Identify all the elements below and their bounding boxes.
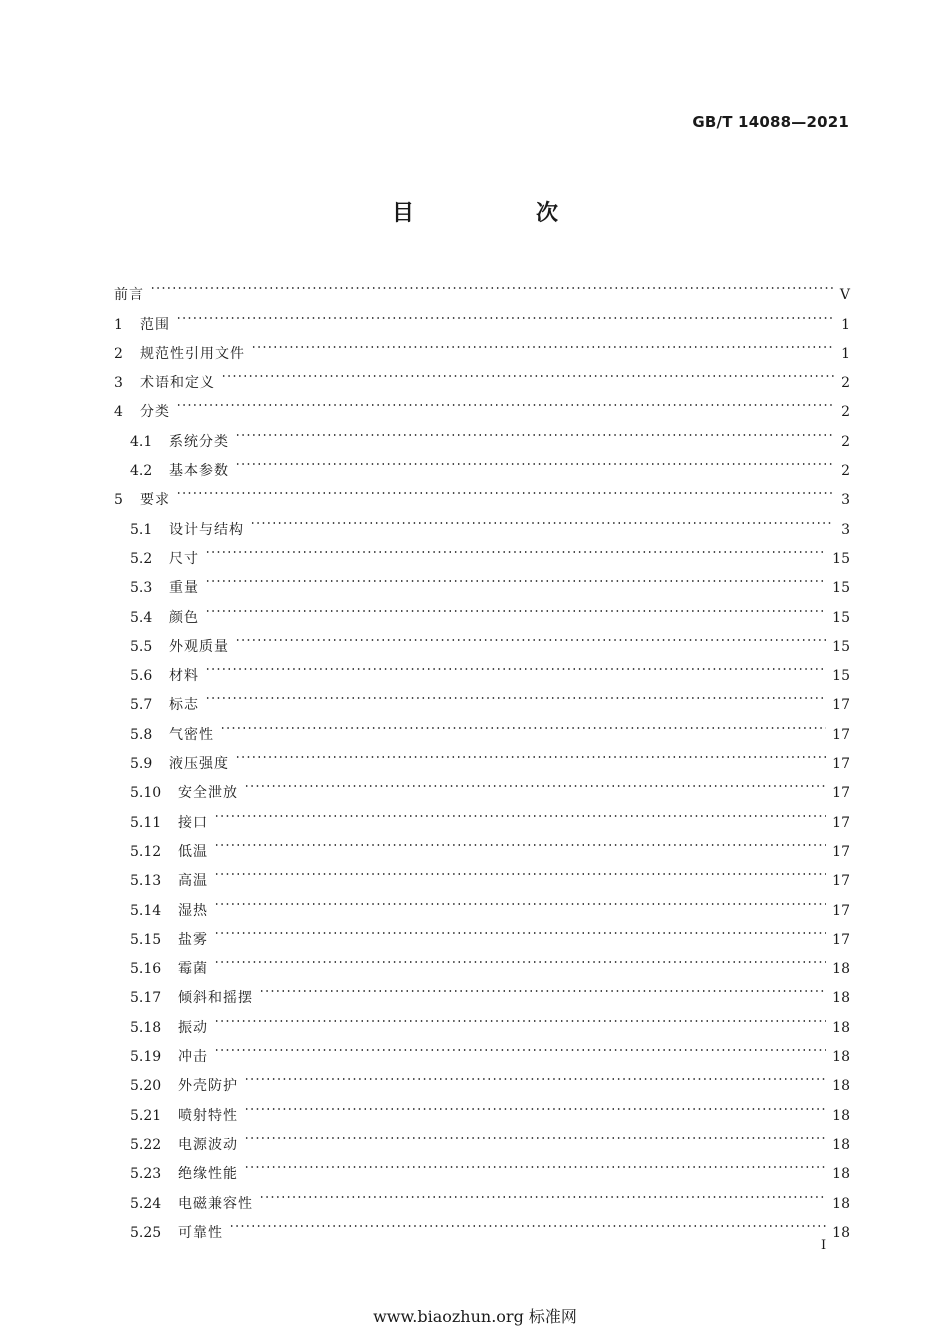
toc-entry[interactable]: [114, 358, 850, 392]
toc-entry-label: 冲击: [178, 1049, 208, 1066]
toc-entry-label: 气密性: [169, 726, 214, 743]
toc-leader-dots: [214, 885, 826, 914]
toc-entry[interactable]: [114, 446, 850, 480]
toc-leader-dots: [214, 827, 826, 856]
toc-entry-number: 5.9: [130, 756, 153, 773]
toc-entry-page: 1: [841, 345, 850, 362]
toc-entry[interactable]: [114, 387, 850, 421]
toc-leader-dots: [235, 739, 826, 768]
toc-entry-label: 接口: [178, 814, 208, 831]
toc-leader-dots: [244, 1061, 826, 1090]
toc-entry[interactable]: [114, 651, 850, 685]
toc-entry-label: 要求: [140, 492, 170, 509]
toc-entry-label: 颜色: [169, 609, 199, 626]
toc-entry-page: 2: [841, 433, 850, 450]
toc-entry[interactable]: [114, 885, 850, 919]
toc-leader-dots: [205, 563, 826, 592]
toc-entry-page: 18: [832, 1049, 850, 1066]
toc-entry-page: 18: [832, 1078, 850, 1095]
toc-entry-page: 2: [841, 404, 850, 421]
toc-leader-dots: [176, 299, 834, 328]
toc-entry-page: 17: [832, 697, 850, 714]
toc-entry[interactable]: [114, 856, 850, 890]
table-of-contents: [114, 270, 850, 1241]
toc-entry[interactable]: [114, 329, 850, 362]
toc-entry-number: 5.10: [130, 785, 162, 802]
toc-entry-number: 4.2: [130, 463, 153, 480]
toc-entry[interactable]: [114, 680, 850, 714]
toc-leader-dots: [214, 944, 826, 973]
toc-leader-dots: [244, 1090, 826, 1119]
toc-entry-page: 17: [832, 931, 850, 948]
toc-entry-page: 17: [832, 814, 850, 831]
toc-entry-label: 低温: [178, 843, 208, 860]
toc-leader-dots: [235, 446, 834, 475]
toc-leader-dots: [214, 915, 826, 944]
toc-entry-page: 18: [832, 961, 850, 978]
toc-entry-label: 规范性引用文件: [140, 345, 245, 362]
toc-entry[interactable]: [114, 1090, 850, 1124]
toc-entry-label: 范围: [140, 316, 170, 333]
toc-entry-number: 5.6: [130, 668, 153, 685]
toc-entry-label: 电源波动: [178, 1136, 238, 1153]
toc-entry-number: 5.2: [130, 550, 153, 567]
toc-entry-page: 18: [832, 1107, 850, 1124]
toc-entry-number: 5.21: [130, 1107, 162, 1124]
toc-leader-dots: [205, 592, 826, 621]
toc-entry[interactable]: [114, 563, 850, 597]
toc-entry-label: 喷射特性: [178, 1107, 238, 1124]
page-number: I: [821, 1238, 827, 1253]
toc-entry-number: 5.12: [130, 843, 162, 860]
toc-leader-dots: [150, 270, 834, 299]
toc-entry[interactable]: [114, 1061, 850, 1095]
toc-entry-label: 霉菌: [178, 961, 208, 978]
toc-entry[interactable]: [114, 768, 850, 802]
toc-leader-dots: [205, 651, 826, 680]
toc-entry-label: 分类: [140, 404, 170, 421]
toc-entry-page: 17: [832, 756, 850, 773]
toc-entry-page: 15: [832, 580, 850, 597]
toc-entry-page: 3: [841, 521, 850, 538]
toc-leader-dots: [176, 475, 834, 504]
toc-leader-dots: [244, 1149, 826, 1178]
toc-entry-label: 湿热: [178, 902, 208, 919]
toc-entry-label: 振动: [178, 1019, 208, 1036]
toc-leader-dots: [250, 504, 834, 533]
toc-entry-page: 18: [832, 1195, 850, 1212]
page-title: 目 次: [391, 201, 608, 226]
toc-entry-page: 18: [832, 1136, 850, 1153]
toc-entry[interactable]: [114, 475, 850, 509]
toc-entry-page: 15: [832, 638, 850, 655]
toc-entry[interactable]: [114, 915, 850, 948]
toc-entry-number: 5.5: [130, 638, 153, 655]
toc-entry[interactable]: [114, 1149, 850, 1183]
toc-entry-page: V: [839, 287, 850, 304]
toc-entry-page: 18: [832, 1019, 850, 1036]
toc-entry[interactable]: [114, 827, 850, 860]
toc-entry-number: 5.18: [130, 1019, 162, 1036]
toc-entry-label: 电磁兼容性: [178, 1195, 253, 1212]
toc-entry[interactable]: [114, 1208, 850, 1241]
toc-entry-page: 15: [832, 550, 850, 567]
toc-leader-dots: [214, 797, 826, 826]
toc-entry-number: 1: [114, 316, 123, 333]
toc-leader-dots: [205, 680, 826, 709]
toc-entry-number: 5.15: [130, 931, 162, 948]
toc-entry-page: 17: [832, 843, 850, 860]
toc-entry-label: 液压强度: [169, 756, 229, 773]
toc-entry-number: 5.16: [130, 961, 162, 978]
toc-entry[interactable]: [114, 1178, 850, 1212]
toc-entry[interactable]: [114, 504, 850, 538]
toc-entry-label: 可靠性: [178, 1224, 223, 1241]
toc-entry-number: 5.19: [130, 1049, 162, 1066]
toc-entry-label: 外壳防护: [178, 1078, 238, 1095]
toc-entry-number: 5.14: [130, 902, 162, 919]
toc-leader-dots: [251, 329, 834, 358]
toc-entry-label: 绝缘性能: [178, 1166, 238, 1183]
toc-leader-dots: [214, 1002, 826, 1031]
toc-entry-number: 5.23: [130, 1166, 162, 1183]
toc-entry-number: 5.1: [130, 521, 153, 538]
toc-entry[interactable]: [114, 944, 850, 978]
toc-leader-dots: [244, 1120, 826, 1149]
toc-entry[interactable]: [114, 622, 850, 655]
toc-entry[interactable]: [114, 299, 850, 333]
toc-entry-number: 5.13: [130, 873, 162, 890]
toc-entry-label: 盐雾: [178, 931, 208, 948]
toc-entry-page: 17: [832, 902, 850, 919]
toc-entry-label: 设计与结构: [169, 521, 244, 538]
toc-entry-page: 15: [832, 609, 850, 626]
toc-leader-dots: [235, 416, 834, 445]
toc-entry-number: 5.22: [130, 1136, 162, 1153]
toc-entry[interactable]: [114, 270, 850, 304]
toc-entry[interactable]: [114, 1002, 850, 1036]
standard-code: GB/T 14088—2021: [692, 113, 849, 131]
toc-leader-dots: [235, 622, 826, 651]
toc-entry-number: 3: [114, 375, 123, 392]
toc-entry-label: 标志: [169, 697, 199, 714]
toc-entry-label: 术语和定义: [140, 375, 215, 392]
toc-entry[interactable]: [114, 534, 850, 567]
toc-entry-number: 5: [114, 492, 123, 509]
toc-leader-dots: [229, 1208, 826, 1237]
toc-leader-dots: [244, 768, 826, 797]
toc-leader-dots: [259, 1178, 826, 1207]
toc-entry-page: 1: [841, 316, 850, 333]
toc-entry[interactable]: [114, 416, 850, 450]
toc-entry-label: 尺寸: [169, 550, 199, 567]
toc-entry-label: 高温: [178, 873, 208, 890]
toc-entry-label: 基本参数: [169, 463, 229, 480]
toc-entry-page: 2: [841, 375, 850, 392]
toc-leader-dots: [220, 709, 826, 738]
toc-leader-dots: [176, 387, 834, 416]
toc-entry-label: 外观质量: [169, 638, 229, 655]
toc-entry-label: 安全泄放: [178, 785, 238, 802]
toc-entry-label: 系统分类: [169, 433, 229, 450]
toc-entry[interactable]: [114, 592, 850, 626]
toc-entry[interactable]: [114, 739, 850, 773]
toc-entry-label: 重量: [169, 580, 199, 597]
toc-entry-label: 倾斜和摇摆: [178, 990, 253, 1007]
toc-leader-dots: [259, 973, 826, 1002]
toc-entry[interactable]: [114, 1032, 850, 1066]
toc-entry-page: 17: [832, 726, 850, 743]
toc-leader-dots: [205, 534, 826, 563]
toc-entry-number: 4.1: [130, 433, 153, 450]
toc-entry-page: 18: [832, 1166, 850, 1183]
toc-entry-page: 17: [832, 873, 850, 890]
toc-leader-dots: [214, 1032, 826, 1061]
toc-entry-page: 3: [841, 492, 850, 509]
toc-entry-label: 前言: [114, 287, 144, 304]
toc-entry-number: 5.24: [130, 1195, 162, 1212]
toc-entry-number: 5.7: [130, 697, 153, 714]
toc-entry[interactable]: [114, 973, 850, 1007]
toc-entry-number: 5.4: [130, 609, 153, 626]
toc-entry-page: 15: [832, 668, 850, 685]
toc-entry[interactable]: [114, 797, 850, 831]
toc-entry-page: 18: [832, 1224, 850, 1241]
toc-entry-label: 材料: [169, 668, 199, 685]
toc-entry[interactable]: [114, 1120, 850, 1153]
toc-entry-page: 17: [832, 785, 850, 802]
toc-leader-dots: [214, 856, 826, 885]
toc-entry[interactable]: [114, 709, 850, 743]
toc-entry-number: 5.3: [130, 580, 153, 597]
toc-entry-number: 5.17: [130, 990, 162, 1007]
toc-leader-dots: [221, 358, 834, 387]
toc-entry-number: 5.25: [130, 1224, 162, 1241]
toc-entry-page: 2: [841, 463, 850, 480]
toc-entry-number: 5.20: [130, 1078, 162, 1095]
watermark-text: www.biaozhun.org 标准网: [373, 1307, 577, 1326]
toc-entry-number: 5.8: [130, 726, 153, 743]
toc-entry-number: 2: [114, 345, 123, 362]
toc-entry-page: 18: [832, 990, 850, 1007]
toc-entry-number: 5.11: [130, 814, 162, 831]
toc-entry-number: 4: [114, 404, 123, 421]
